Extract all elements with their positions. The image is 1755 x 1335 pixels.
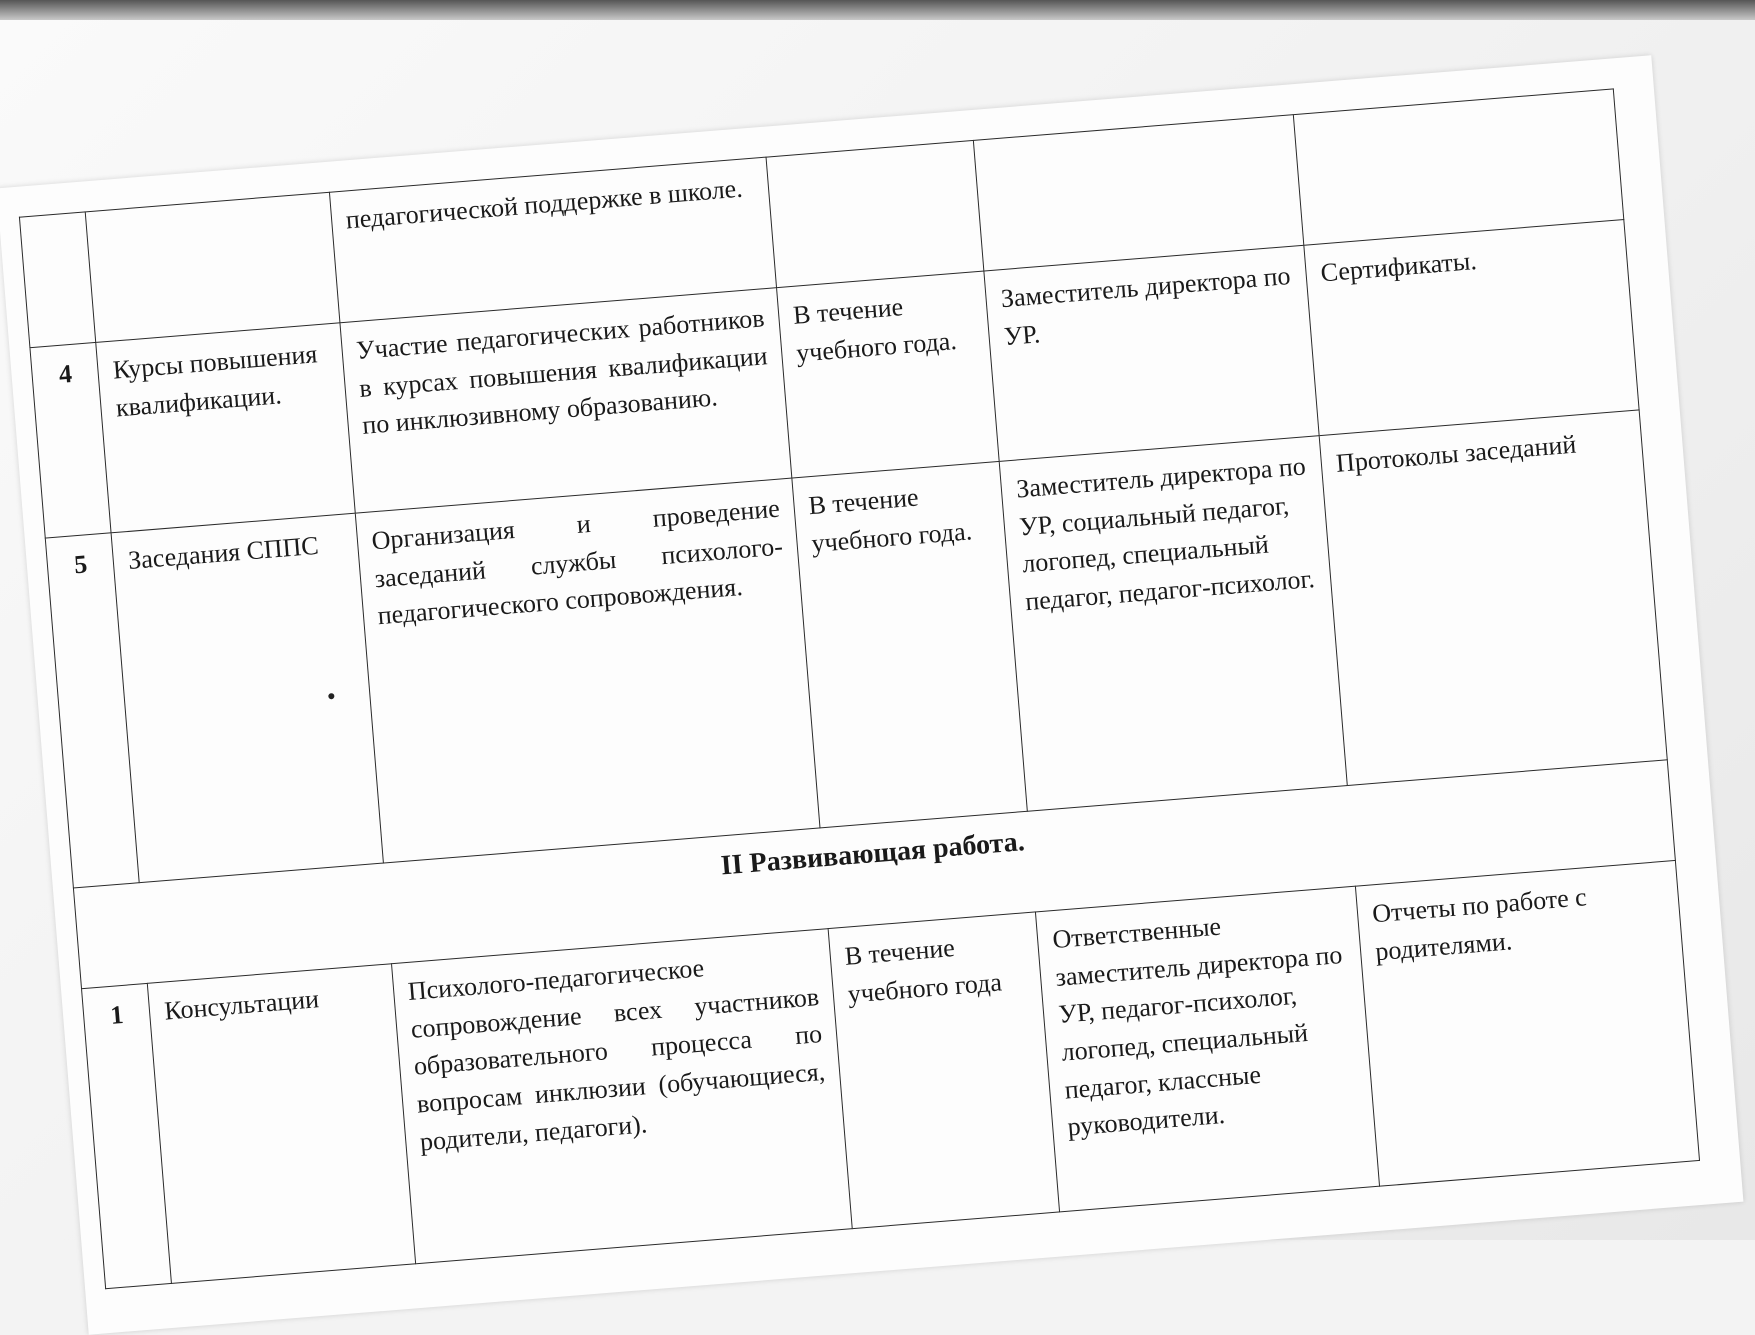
row-responsible-cell: [974, 115, 1304, 271]
row-result-cell: Отчеты по работе с родителями.: [1356, 860, 1700, 1186]
row-number-cell: 4: [30, 342, 112, 538]
row-responsible-cell: Заместитель директора по УР.: [984, 245, 1319, 461]
row-name-cell: Курсы повышения квалификации.: [96, 323, 355, 533]
row-timing-cell: В течение учебного года.: [776, 271, 999, 478]
section-title: II Развивающая работа.: [73, 760, 1675, 989]
row-result-cell: [1293, 89, 1623, 245]
row-description-cell: Участие педагогических работников в курсах повышения квалификации по инклюзивному образованию.: [340, 288, 792, 514]
row-responsible-cell: Заместитель директора по УР, социальный педагог, логопед, специальный педагог, педагог-психолог.: [1000, 436, 1348, 812]
row-description-cell: Организация и проведение заседаний службы психолого-педагогического сопровождения.: [355, 478, 820, 863]
row-number-cell: [19, 212, 96, 348]
row-result-cell: Сертификаты.: [1304, 220, 1639, 436]
row-name-cell: [86, 192, 340, 342]
row-responsible-cell: Ответственные заместитель директора по УР, педагог-психолог, логопед, специальный педагог, классные руководители.: [1036, 886, 1380, 1212]
scan-edge: [0, 0, 1755, 20]
row-timing-cell: В течение учебного года: [828, 912, 1060, 1229]
row-name-cell: Консультации: [148, 964, 416, 1284]
row-number-cell: 5: [45, 533, 139, 888]
plan-table: [19, 88, 1700, 1289]
row-number-cell: 1: [82, 983, 172, 1288]
row-timing-cell: В течение учебного года.: [792, 461, 1028, 828]
row-result-cell: Протоколы заседаний: [1319, 410, 1667, 786]
document-page: [0, 55, 1743, 1334]
row-name-cell: Заседания СППС: [111, 513, 383, 882]
row-timing-cell: [766, 140, 984, 287]
row-description-cell: педагогической поддержке в школе.: [329, 157, 776, 323]
row-description-cell: Психолого-педагогическое сопровождение всех участников образовательного процесса по вопросам инклюзии (обучающиеся, родители, педагоги).: [391, 929, 852, 1264]
